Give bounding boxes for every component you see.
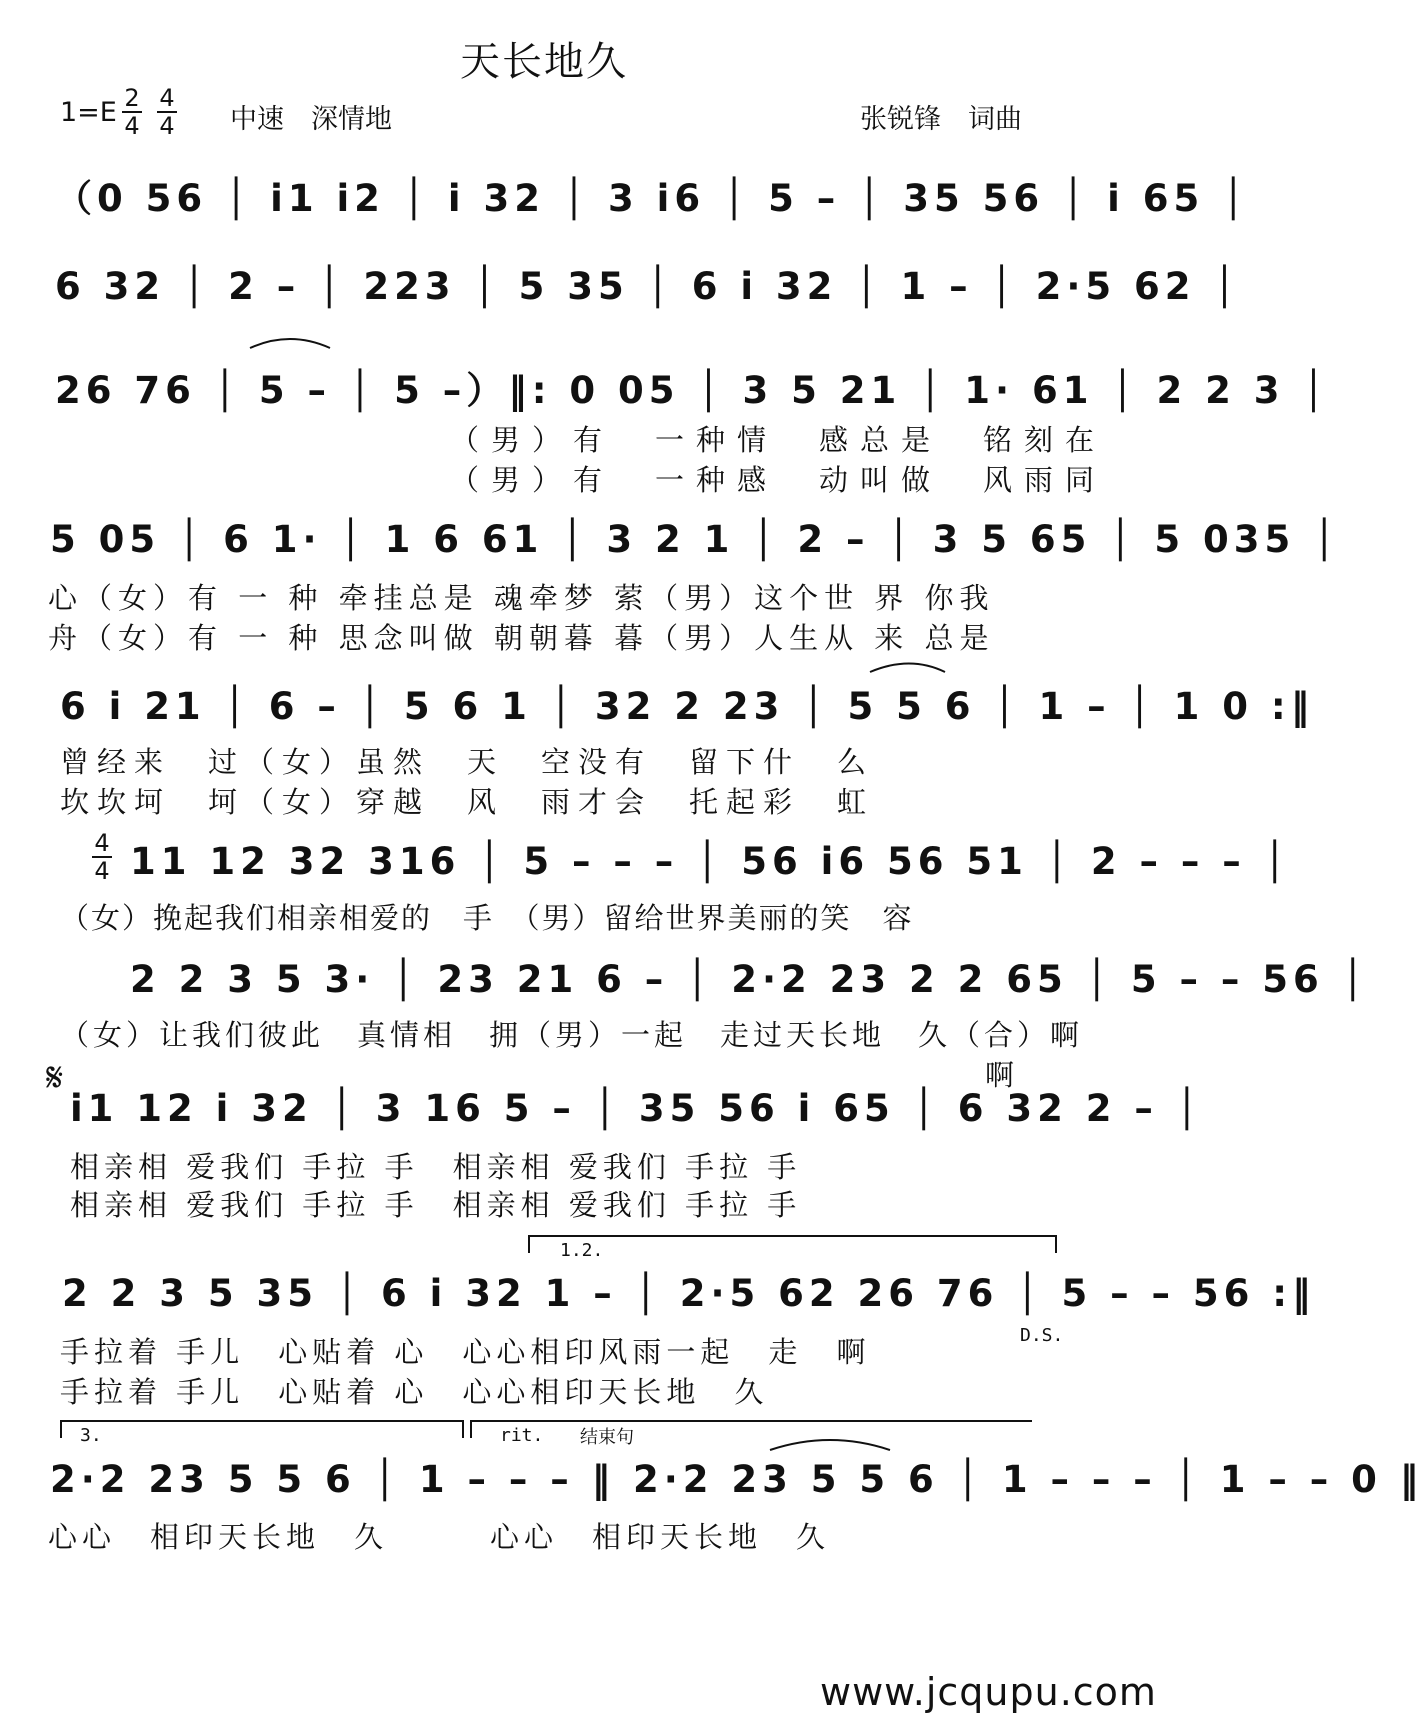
coda-label: 结束句	[580, 1427, 634, 1448]
time-signature-3: 4 4	[90, 830, 114, 884]
lyric-row-5-verse-2: 坎坎坷 坷（女）穿越 风 雨才会 托起彩 虹	[60, 785, 875, 819]
lyric-row-9-verse-1: 手拉着 手儿 心贴着 心 心心相印风雨一起 走 啊	[60, 1335, 871, 1369]
time-signature-1: 2 4	[120, 85, 144, 139]
lyric-row-10-verse-1: 心心 相印天长地 久 心心 相印天长地 久	[48, 1520, 831, 1554]
tempo-marking: 中速 深情地	[230, 104, 392, 135]
segno-sign: 𝄋	[46, 1055, 64, 1101]
rit-marking: rit.	[500, 1425, 544, 1446]
watermark: www.jcqupu.com	[820, 1670, 1157, 1714]
ending-label-3: 3.	[80, 1425, 102, 1446]
lyric-row-3-verse-1: （男）有 一种情 感总是 铭刻在	[450, 423, 1107, 457]
music-row-7: 2 2 3 5 3· │ 23 21 6 – │ 2·2 23 2 2 65 │ 5 – – 56 │	[130, 958, 1369, 1001]
music-row-2: 6 32 │ 2 – │ 223 │ 5 35 │ 6 i 32 │ 1 – │ 2·5 62 │	[55, 265, 1241, 308]
lyric-row-4-verse-1: 心（女）有 一 种 牵挂总是 魂牵梦 萦（男）这个世 界 你我	[48, 581, 995, 615]
lyric-row-7-verse-2: 啊	[985, 1058, 1027, 1092]
music-row-6: 11 12 32 316 │ 5 – – – │ 56 i6 56 51 │ 2 – – – │	[130, 840, 1291, 883]
lyric-row-6-verse-1: （女）挽起我们相亲相爱的 手 （男）留给世界美丽的笑 容	[60, 901, 914, 935]
music-row-8: i1 12 i 32 │ 3 16 5 – │ 35 56 i 65 │ 6 32 2 – │	[70, 1087, 1204, 1130]
ds-marking: D.S.	[1020, 1325, 1064, 1346]
lyric-row-8-verse-2: 相亲相 爱我们 手拉 手 相亲相 爱我们 手拉 手	[70, 1188, 802, 1222]
lyric-row-8-verse-1: 相亲相 爱我们 手拉 手 相亲相 爱我们 手拉 手	[70, 1150, 802, 1184]
music-row-4: 5 05 │ 6 1· │ 1 6 61 │ 3 2 1 │ 2 – │ 3 5 65 │ 5 035 │	[50, 518, 1341, 561]
lyric-row-4-verse-2: 舟（女）有 一 种 思念叫做 朝朝暮 暮（男）人生从 来 总是	[48, 621, 995, 655]
music-row-10: 2·2 23 5 5 6 │ 1 – – – ‖ 2·2 23 5 5 6 │ 1 – – – │ 1 – – 0 ‖	[50, 1458, 1423, 1501]
music-row-5: 6 i 21 │ 6 – │ 5 6 1 │ 32 2 23 │ 5 5 6 │ 1 – │ 1 0 :‖	[60, 685, 1315, 728]
song-title: 天长地久	[460, 39, 628, 85]
key-signature: 1=E	[60, 97, 117, 128]
music-row-1: （0 56 │ i1 i2 │ i 32 │ 3 i6 │ 5 – │ 35 56 │ i 65 │	[55, 177, 1250, 220]
lyric-row-5-verse-1: 曾经来 过（女）虽然 天 空没有 留下什 么	[60, 745, 875, 779]
music-row-3: 26 76 │ 5 – │ 5 –）‖: 0 05 │ 3 5 21 │ 1· 61 │ 2 2 3 │	[55, 369, 1330, 412]
music-row-9: 2 2 3 5 35 │ 6 i 32 1 – │ 2·5 62 26 76 │ 5 – – 56 :‖	[62, 1272, 1316, 1315]
lyric-row-9-verse-2: 手拉着 手儿 心贴着 心 心心相印天长地 久	[60, 1375, 769, 1409]
composer-credit: 张锐锋 词曲	[860, 104, 1022, 135]
ending-label-1-2: 1.2.	[560, 1240, 604, 1261]
time-signature-2: 4 4	[155, 85, 179, 139]
lyric-row-7-verse-1: （女）让我们彼此 真情相 拥（男）一起 走过天长地 久（合）啊	[60, 1018, 1084, 1052]
lyric-row-3-verse-2: （男）有 一种感 动叫做 风雨同	[450, 463, 1107, 497]
